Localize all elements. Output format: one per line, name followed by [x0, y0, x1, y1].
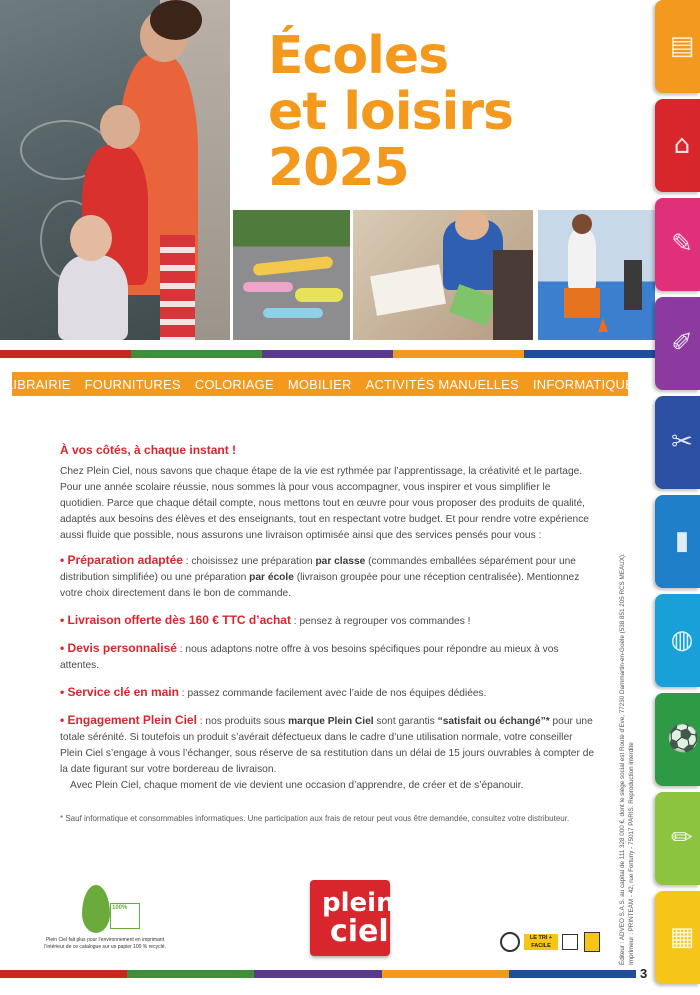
- title-line-3: 2025: [268, 138, 409, 198]
- title-line-2: et loisirs: [268, 82, 513, 142]
- band-orange: [393, 350, 524, 358]
- band-green: [131, 350, 262, 358]
- service-devis: • Devis personnalisé : nous adaptons notre offre à vos besoins spécifiques pour répondre au mieux à vos attentes.: [60, 641, 559, 671]
- leaf-icon: [82, 885, 110, 933]
- category-librairie: LIBRAIRIE: [5, 376, 71, 392]
- service-title: Préparation adaptée: [67, 553, 183, 567]
- service-livraison: • Livraison offerte dès 160 € TTC d’achat : pensez à regrouper vos commandes !: [60, 613, 471, 627]
- category-informatique: INFORMATIQUE: [532, 376, 635, 392]
- stapler-icon: ⌂: [673, 130, 691, 160]
- eco-text: Plein Ciel fait plus pour l’environnement en imprimant l’intérieur de ce catalogue sur un papier 100 % recyclé.: [44, 937, 166, 950]
- packaging-icon: [562, 934, 578, 950]
- service-title: Devis personnalisé: [67, 641, 177, 655]
- category-fournitures: FOURNITURES: [84, 376, 181, 392]
- legal-notice: Éditeur : ADVEO S.A.S. au capital de 111 328 000 €, dont le siège social est Route d’Eve, 77230 Dammartin-en-Goële (538 851 205 RCS MEAUX). Imprimeur : PRINTEAM - 42, rue Fortuny - 75017 PARIS. Reproduction interdite: [619, 553, 635, 965]
- tab-yellow[interactable]: [655, 891, 700, 984]
- service-preparation: • Préparation adaptée : choisissez une préparation par classe (commandes emballées séparément pour une distribution simplifiée) ou une préparation par école (livraison groupée pour une réception centralisée). Mentionnez votre choix directement dans le bon de commande.: [60, 553, 580, 599]
- main-content: [60, 442, 596, 804]
- globe-icon: ◍: [670, 625, 694, 655]
- page-number: 3: [640, 966, 648, 981]
- category-activites-manuelles: ACTIVITÉS MANUELLES: [365, 376, 519, 392]
- triman-icon: [500, 932, 520, 952]
- service-title: Livraison offerte dès 160 € TTC d’achat: [67, 613, 291, 627]
- recycled-percent: 100%: [112, 905, 128, 911]
- tri-label: LE TRI + FACILE: [524, 934, 558, 950]
- calculator-icon: ▦: [669, 922, 695, 952]
- tab-purple[interactable]: [655, 297, 700, 390]
- hero-photo-classroom: [0, 0, 230, 340]
- page-title: [268, 28, 568, 196]
- chalk-icon: ✏: [671, 823, 693, 853]
- tab-lime[interactable]: [655, 792, 700, 885]
- intro-text: Chez Plein Ciel, nous savons que chaque étape de la vie est rythmée par l’apprentissage, la créativité et le partage. Pour une année scolaire réussie, nous sommes là pour vous accompagner, vous inspirer et vous simplifier le quotidien. Parce que chaque détail compte, nous mettons tout en œuvre pour vous proposer des produits de qualité, adaptés aux besoins des élèves et des enseignants, tout en respectant votre budget. Et pour rendre votre expérience aussi fluide que possible, nous assurons une livraison optimisée ainsi que des services pensés pour vous :: [60, 466, 589, 541]
- recycling-bin-icon: [584, 932, 600, 952]
- service-title: Service clé en main: [67, 685, 179, 699]
- tab-pink[interactable]: [655, 198, 700, 291]
- plein-ciel-logo: plein ciel: [310, 880, 390, 956]
- tab-navy[interactable]: [655, 396, 700, 489]
- band-blue: [524, 350, 655, 358]
- tab-cyan[interactable]: [655, 594, 700, 687]
- pencil-icon: ✎: [671, 229, 693, 259]
- glue-icon: ▮: [674, 526, 690, 556]
- service-title: Engagement Plein Ciel: [67, 713, 197, 727]
- closing-text: Avec Plein Ciel, chaque moment de vie devient une occasion d’apprendre, de créer et de s’épanouir.: [70, 780, 524, 791]
- triman-label: [500, 932, 604, 952]
- scissors-icon: ✂: [671, 427, 693, 457]
- service-cle-en-main: • Service clé en main : passez commande facilement avec l’aide de nos équipes dédiées.: [60, 685, 487, 699]
- intro-heading: À vos côtés, à chaque instant !: [60, 443, 237, 457]
- photo-crafts: [353, 210, 533, 340]
- side-tabs: [655, 0, 700, 995]
- photo-sport: [538, 210, 655, 340]
- photo-chalk: [233, 210, 350, 340]
- band-red: [0, 350, 131, 358]
- tab-blue[interactable]: [655, 495, 700, 588]
- color-band-top: [0, 350, 655, 358]
- category-bar: [5, 372, 635, 396]
- brush-icon: ✐: [671, 328, 693, 358]
- color-band-bottom: [0, 970, 636, 978]
- footnote: * Sauf informatique et consommables informatiques. Une participation aux frais de retour peut vous être demandée, consultez votre distributeur.: [60, 814, 570, 823]
- category-coloriage: COLORIAGE: [194, 376, 274, 392]
- category-mobilier: MOBILIER: [287, 376, 352, 392]
- service-engagement: • Engagement Plein Ciel : nos produits sous marque Plein Ciel sont garantis “satisfait ou échangé”* pour une totale sérénité. Si toutefois un produit s’avérait défectueux dans le cadre d’une utilisation normale, votre conseiller Plein Ciel s’engage à vous l’échanger, sous réserve de sa restitution dans un délai de 15 jours ouvrables à compter de la date figurant sur votre bordereau de livraison. Avec Plein Ciel, chaque moment de vie devient une occasion d’apprendre, de créer et de s’épanouir.: [60, 712, 596, 794]
- book-icon: ▤: [669, 31, 695, 61]
- band-purple: [262, 350, 393, 358]
- tab-orange[interactable]: [655, 0, 700, 93]
- title-line-1: Écoles: [268, 26, 449, 86]
- tab-red[interactable]: [655, 99, 700, 192]
- ball-icon: ⚽: [667, 724, 700, 754]
- tab-green[interactable]: [655, 693, 700, 786]
